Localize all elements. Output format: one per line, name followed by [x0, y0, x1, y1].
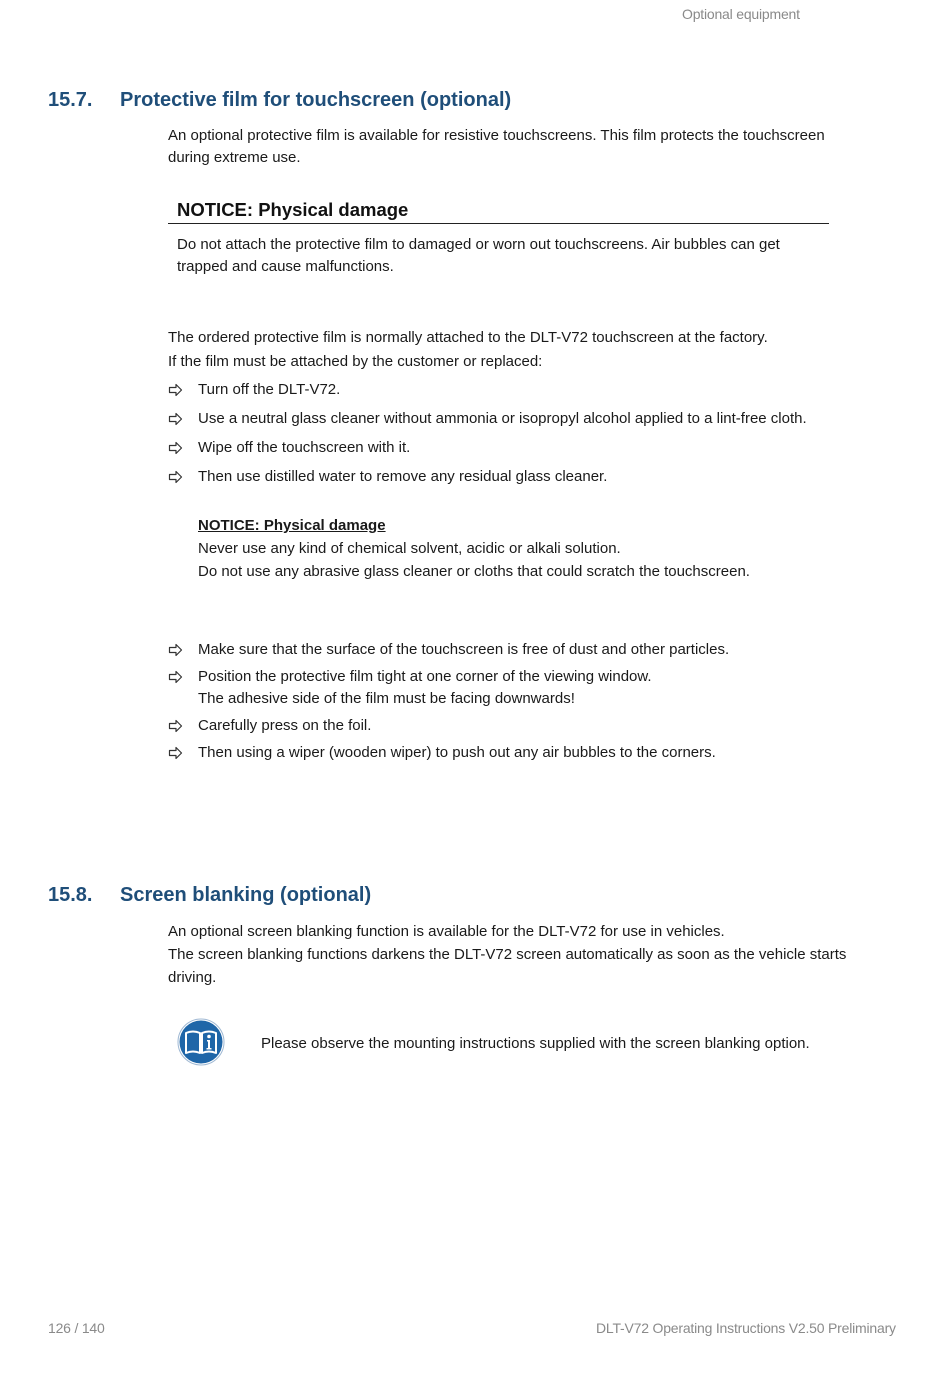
intro-paragraph [168, 125, 825, 169]
list-item-text: Position the protective film tight at one corner of the viewing window. [198, 668, 652, 685]
list-item-text: Make sure that the surface of the touchscreen is free of dust and other particles. [198, 641, 730, 658]
inline-notice-line: Never use any kind of chemical solvent, acidic or alkali solution. [198, 540, 621, 557]
procedure-line: If the film must be attached by the customer or replaced: [168, 353, 543, 370]
list-item-continuation: The adhesive side of the film must be facing downwards! [198, 690, 575, 707]
notice-box [168, 197, 829, 278]
list-item-text: Then using a wiper (wooden wiper) to push out any air bubbles to the corners. [198, 744, 716, 761]
arrow-bullet-icon [168, 379, 184, 401]
section-title: Protective film for touchscreen (optional) [120, 89, 512, 111]
inline-notice-title: NOTICE: Physical damage [198, 517, 386, 534]
section-title: Screen blanking (optional) [120, 884, 372, 906]
footer-page-number: 126 / 140 [48, 1320, 105, 1336]
arrow-bullet-icon [168, 437, 184, 459]
procedure-line: The ordered protective film is normally attached to the DLT-V72 touchscreen at the factory. [168, 329, 768, 346]
arrow-bullet-icon [168, 666, 184, 688]
header-section-label: Optional equipment [682, 6, 800, 22]
notice-title: NOTICE: Physical damage [177, 199, 409, 220]
notice-divider [168, 223, 829, 224]
notice-body [168, 234, 829, 278]
section-heading-15-7 [48, 89, 748, 115]
info-note-text: Please observe the mounting instructions supplied with the screen blanking option. [261, 1035, 810, 1052]
arrow-bullet-icon [168, 742, 184, 764]
arrow-bullet-icon [168, 639, 184, 661]
section-number: 15.8. [48, 884, 93, 906]
list-item-text: Turn off the DLT-V72. [198, 381, 341, 398]
notice-line: Do not attach the protective film to damaged or worn out touchscreens. Air bubbles can get [177, 236, 780, 253]
list-item-text: Carefully press on the foil. [198, 717, 372, 734]
procedure-intro [168, 326, 768, 374]
section-heading-15-8 [48, 884, 748, 910]
arrow-bullet-icon [168, 466, 184, 488]
inline-notice [198, 514, 750, 583]
section-number: 15.7. [48, 89, 93, 111]
paragraph-line: The screen blanking functions darkens the DLT-V72 screen automatically as soon as the vehicle starts [168, 946, 847, 963]
manual-info-icon [177, 1018, 225, 1066]
list-item-text: Use a neutral glass cleaner without ammonia or isopropyl alcohol applied to a lint-free cloth. [198, 410, 807, 427]
intro-line: during extreme use. [168, 149, 301, 166]
inline-notice-line: Do not use any abrasive glass cleaner or cloths that could scratch the touchscreen. [198, 563, 750, 580]
screen-blanking-paragraph [168, 920, 846, 989]
intro-line: An optional protective film is available for resistive touchscreens. This film protects the touchscreen [168, 127, 825, 144]
arrow-bullet-icon [168, 408, 184, 430]
list-item-text: Wipe off the touchscreen with it. [198, 439, 411, 456]
arrow-bullet-icon [168, 715, 184, 737]
list-item-text: Then use distilled water to remove any residual glass cleaner. [198, 468, 608, 485]
footer-doc-title: DLT-V72 Operating Instructions V2.50 Preliminary [596, 1320, 896, 1336]
paragraph-line: driving. [168, 969, 217, 986]
notice-line: trapped and cause malfunctions. [177, 258, 394, 275]
paragraph-line: An optional screen blanking function is available for the DLT-V72 for use in vehicles. [168, 923, 725, 940]
